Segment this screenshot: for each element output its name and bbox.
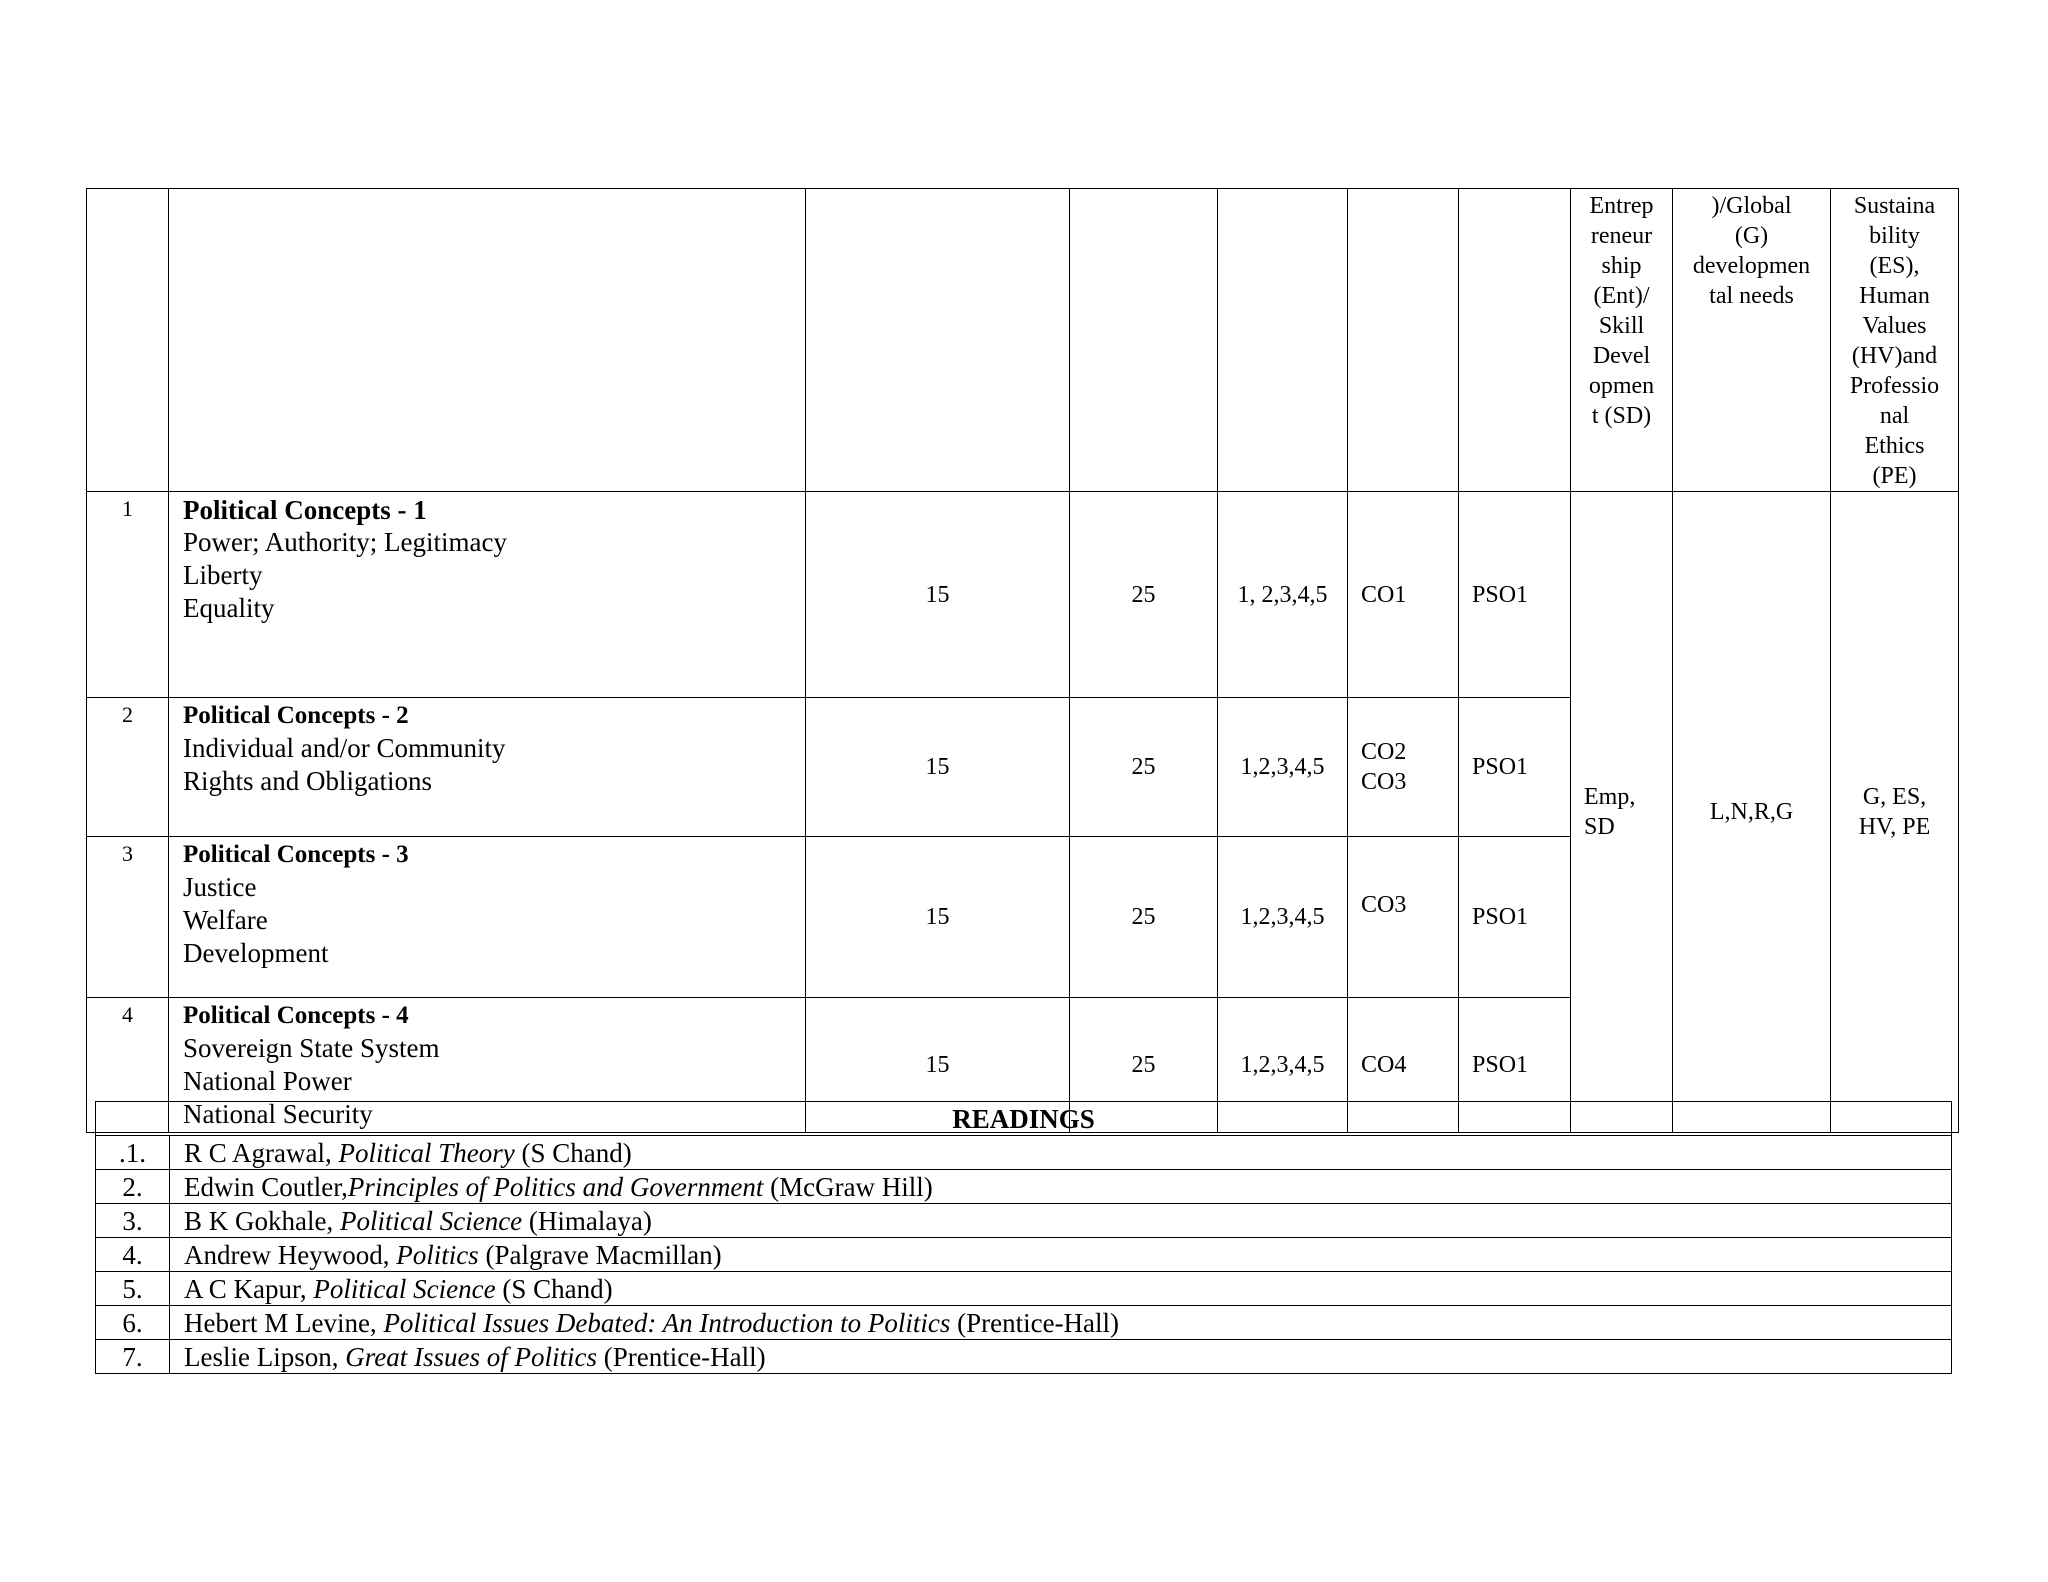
reading-book-title: Political Science — [313, 1273, 496, 1304]
header-line: reneur — [1590, 223, 1653, 249]
unit-hours: 15 — [806, 492, 1070, 698]
reading-book-title: Political Science — [339, 1205, 523, 1236]
reading-author: Andrew Heywood, — [184, 1239, 397, 1270]
reading-entry — [170, 1272, 1952, 1306]
co-label: CO4 — [1361, 1052, 1407, 1078]
header-cell-empty — [169, 189, 806, 492]
reading-book-title: Great Issues of Politics — [345, 1341, 597, 1372]
merged-line: HV, PE — [1858, 814, 1931, 840]
header-sustainability — [1831, 189, 1959, 492]
table-header-row — [87, 189, 1959, 492]
header-line: developmen — [1692, 253, 1811, 279]
header-cell-empty — [87, 189, 169, 492]
unit-pso: PSO1 — [1459, 998, 1571, 1133]
unit-course-outcome — [1348, 837, 1459, 998]
merged-sustainability — [1831, 492, 1959, 1133]
unit-pso: PSO1 — [1459, 837, 1571, 998]
header-line: Devel — [1592, 343, 1651, 369]
header-line: Sustaina — [1853, 193, 1936, 219]
unit-hours: 15 — [806, 837, 1070, 998]
reading-entry — [170, 1306, 1952, 1340]
unit-levels: 1,2,3,4,5 — [1218, 998, 1348, 1133]
header-line: t (SD) — [1591, 403, 1652, 429]
header-line: ship — [1601, 253, 1642, 279]
unit-hours: 15 — [806, 698, 1070, 837]
reading-entry — [170, 1136, 1952, 1170]
header-line: (Ent)/ — [1593, 283, 1650, 309]
header-line: (HV)and — [1851, 343, 1938, 369]
header-cell-empty — [1348, 189, 1459, 492]
reading-publisher: (Himalaya) — [522, 1205, 652, 1236]
unit-title: Political Concepts - 1 — [183, 495, 427, 525]
unit-pso: PSO1 — [1459, 698, 1571, 837]
reading-row — [96, 1136, 1952, 1170]
unit-levels: 1,2,3,4,5 — [1218, 698, 1348, 837]
header-cell-empty — [1070, 189, 1218, 492]
unit-marks: 25 — [1070, 698, 1218, 837]
reading-entry — [170, 1238, 1952, 1272]
reading-publisher: (S Chand) — [495, 1273, 613, 1304]
merged-entrepreneurship — [1571, 492, 1673, 1133]
unit-topic: Liberty — [183, 560, 263, 590]
header-line: Entrep — [1589, 193, 1654, 219]
unit-topic: Development — [183, 938, 329, 968]
header-line: Human — [1859, 283, 1930, 309]
co-label: CO3 — [1361, 769, 1407, 795]
readings-title-row — [96, 1102, 1952, 1136]
co-label: CO2 — [1361, 739, 1407, 765]
header-global-development — [1673, 189, 1831, 492]
unit-content — [169, 837, 806, 998]
header-line: Values — [1862, 313, 1927, 339]
reading-row — [96, 1340, 1952, 1374]
unit-topic: Welfare — [183, 905, 268, 935]
reading-book-title: Political Issues Debated: An Introduction to Politics — [383, 1307, 951, 1338]
course-units-table — [86, 188, 1959, 1133]
header-line: Professio — [1849, 373, 1940, 399]
unit-levels: 1, 2,3,4,5 — [1218, 492, 1348, 698]
header-line: (ES), — [1869, 253, 1920, 279]
unit-topic: National Power — [183, 1066, 352, 1096]
reading-book-title: Principles of Politics and Government — [347, 1171, 764, 1202]
unit-hours: 15 — [806, 998, 1070, 1133]
unit-topic: Justice — [183, 872, 257, 902]
reading-number: 7. — [96, 1340, 170, 1374]
reading-number: 3. — [96, 1204, 170, 1238]
header-line: (G) — [1734, 223, 1769, 249]
reading-number: 2. — [96, 1170, 170, 1204]
unit-title: Political Concepts - 4 — [183, 1002, 409, 1029]
reading-author: Hebert M Levine, — [184, 1307, 384, 1338]
reading-number: 4. — [96, 1238, 170, 1272]
unit-marks: 25 — [1070, 492, 1218, 698]
readings-table — [95, 1101, 1952, 1374]
unit-title: Political Concepts - 3 — [183, 841, 409, 868]
merged-line: Emp, — [1584, 784, 1636, 810]
header-line: Skill — [1598, 313, 1645, 339]
header-cell-empty — [806, 189, 1070, 492]
readings-title: READINGS — [96, 1102, 1952, 1136]
unit-row — [87, 492, 1959, 698]
merged-global: L,N,R,G — [1673, 492, 1831, 1133]
header-cell-empty — [1459, 189, 1571, 492]
header-line: bility — [1869, 223, 1920, 249]
co-label: CO1 — [1361, 581, 1407, 608]
reading-publisher: (Prentice-Hall) — [950, 1307, 1120, 1338]
header-entrepreneurship — [1571, 189, 1673, 492]
reading-author: B K Gokhale, — [184, 1205, 340, 1236]
unit-topic: Rights and Obligations — [183, 766, 432, 796]
reading-publisher: (S Chand) — [514, 1137, 632, 1168]
reading-author: A C Kapur, — [184, 1273, 314, 1304]
header-line: nal — [1879, 403, 1910, 429]
unit-number: 1 — [87, 492, 169, 698]
unit-course-outcome — [1348, 492, 1459, 698]
reading-row — [96, 1306, 1952, 1340]
header-line: Ethics — [1864, 433, 1925, 459]
header-cell-empty — [1218, 189, 1348, 492]
reading-number: .1. — [96, 1136, 170, 1170]
unit-pso: PSO1 — [1459, 492, 1571, 698]
unit-number: 4 — [87, 998, 169, 1133]
reading-number: 5. — [96, 1272, 170, 1306]
reading-entry — [170, 1340, 1952, 1374]
reading-row — [96, 1272, 1952, 1306]
reading-publisher: (McGraw Hill) — [763, 1171, 933, 1202]
unit-topic: Equality — [183, 593, 275, 623]
unit-levels: 1,2,3,4,5 — [1218, 837, 1348, 998]
reading-row — [96, 1204, 1952, 1238]
unit-topic: National Security — [183, 1099, 373, 1129]
reading-author: Edwin Coutler, — [184, 1171, 348, 1202]
merged-line: SD — [1584, 814, 1615, 840]
merged-line: G, ES, — [1862, 784, 1927, 810]
reading-publisher: (Prentice-Hall) — [596, 1341, 766, 1372]
reading-author: Leslie Lipson, — [184, 1341, 346, 1372]
header-line: (PE) — [1872, 463, 1917, 489]
unit-number: 2 — [87, 698, 169, 837]
reading-publisher: (Palgrave Macmillan) — [478, 1239, 722, 1270]
co-label: CO3 — [1361, 892, 1407, 918]
unit-topic: Sovereign State System — [183, 1033, 440, 1063]
unit-marks: 25 — [1070, 998, 1218, 1133]
reading-book-title: Politics — [396, 1239, 479, 1270]
unit-marks: 25 — [1070, 837, 1218, 998]
unit-content — [169, 698, 806, 837]
unit-course-outcome — [1348, 698, 1459, 837]
unit-content — [169, 492, 806, 698]
reading-book-title: Political Theory — [338, 1137, 515, 1168]
reading-row — [96, 1238, 1952, 1272]
reading-row — [96, 1170, 1952, 1204]
unit-number: 3 — [87, 837, 169, 998]
unit-topic: Individual and/or Community — [183, 733, 506, 763]
unit-topic: Power; Authority; Legitimacy — [183, 527, 507, 557]
header-line: opmen — [1588, 373, 1655, 399]
reading-author: R C Agrawal, — [184, 1137, 339, 1168]
header-line: tal needs — [1709, 283, 1794, 309]
reading-entry — [170, 1170, 1952, 1204]
unit-title: Political Concepts - 2 — [183, 702, 409, 729]
reading-number: 6. — [96, 1306, 170, 1340]
header-line: )/Global — [1711, 193, 1792, 219]
reading-entry — [170, 1204, 1952, 1238]
